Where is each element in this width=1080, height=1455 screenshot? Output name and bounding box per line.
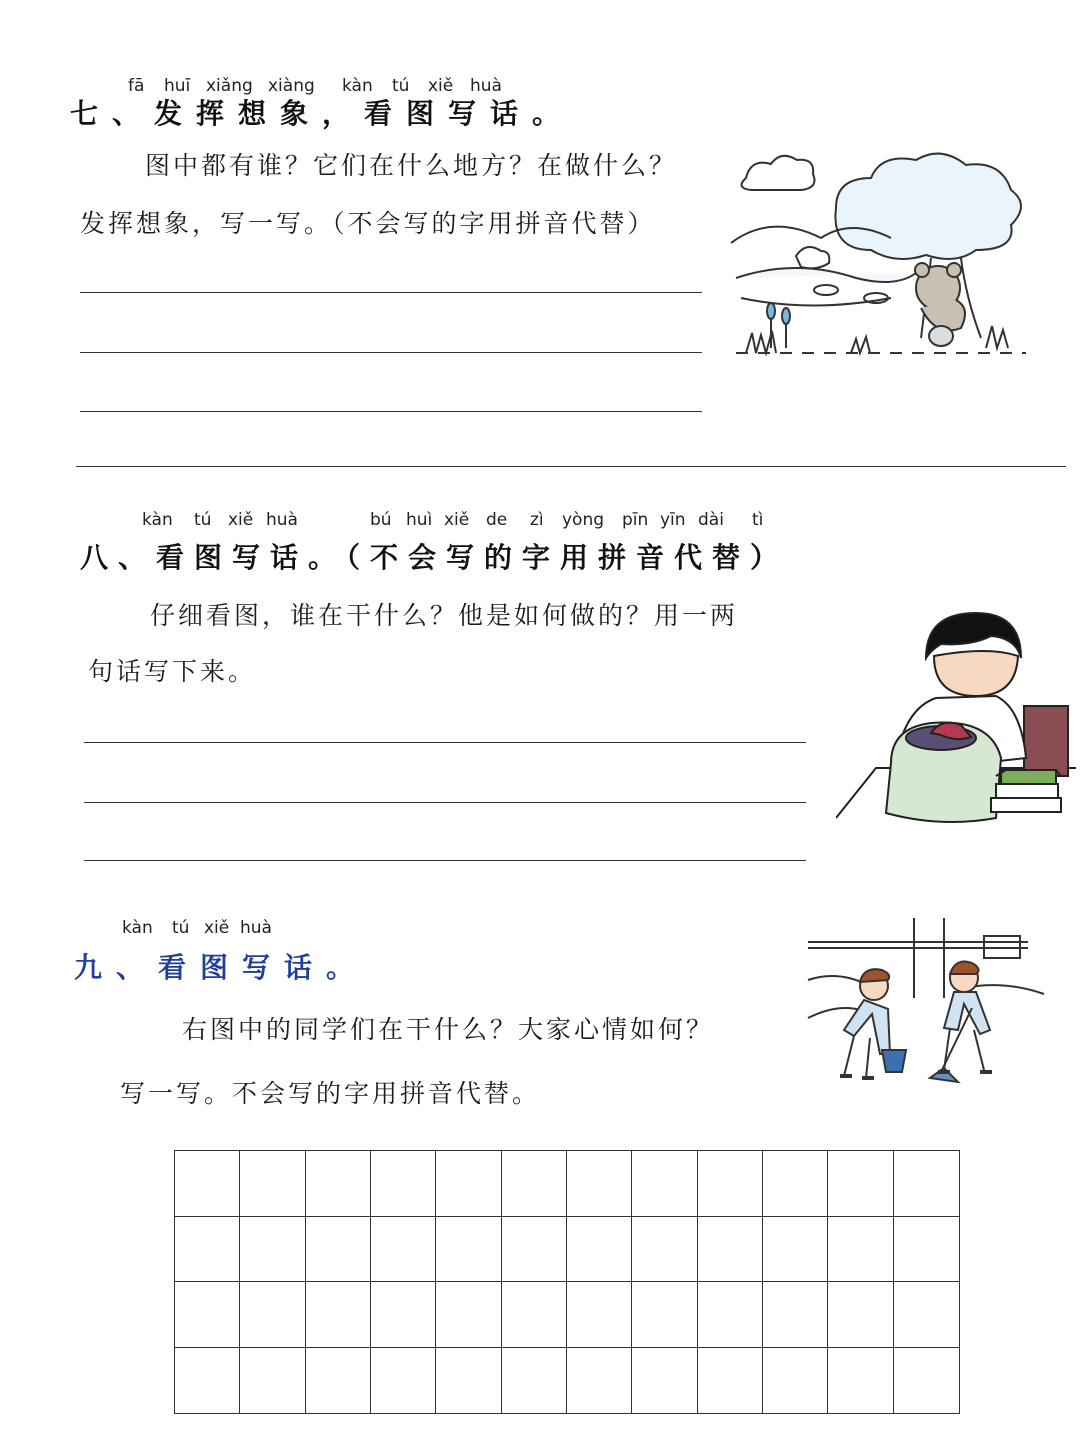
grid-cell[interactable] [828, 1282, 893, 1348]
section7-title: 七、发挥想象，看图写话。 [70, 97, 575, 130]
pinyin-syllable: huà [240, 918, 272, 938]
grid-cell[interactable] [828, 1217, 893, 1283]
section8-prompt-line2: 句话写下来。 [88, 657, 257, 686]
grid-cell[interactable] [632, 1151, 697, 1217]
pinyin-syllable: zì [530, 510, 544, 530]
grid-cell[interactable] [436, 1151, 501, 1217]
grid-cell[interactable] [240, 1151, 305, 1217]
grid-cell[interactable] [502, 1151, 567, 1217]
pinyin-syllable: tú [194, 510, 212, 530]
section9-prompt-line1: 右图中的同学们在干什么？大家心情如何？ [182, 1015, 715, 1044]
grid-cell[interactable] [371, 1217, 436, 1283]
grid-cell[interactable] [698, 1282, 763, 1348]
writing-line[interactable] [84, 860, 806, 861]
pinyin-syllable: huì [406, 510, 433, 530]
pinyin-syllable: pīn [622, 510, 649, 530]
pinyin-syllable: kàn [342, 76, 373, 96]
writing-line[interactable] [76, 466, 1066, 467]
pinyin-syllable: yòng [562, 510, 605, 530]
writing-line[interactable] [80, 411, 702, 412]
pinyin-syllable: yīn [660, 510, 686, 530]
grid-cell[interactable] [894, 1282, 959, 1348]
grid-cell[interactable] [763, 1217, 828, 1283]
section9-prompt-line2: 写一写。不会写的字用拼音代替。 [120, 1079, 541, 1108]
grid-cell[interactable] [763, 1282, 828, 1348]
pinyin-syllable: fā [128, 76, 145, 96]
grid-cell[interactable] [632, 1348, 697, 1414]
pinyin-syllable: tì [752, 510, 764, 530]
grid-cell[interactable] [436, 1217, 501, 1283]
grid-cell[interactable] [894, 1217, 959, 1283]
pinyin-syllable: xiǎng [206, 76, 253, 96]
pinyin-syllable: tú [172, 918, 190, 938]
pinyin-syllable: bú [370, 510, 392, 530]
grid-cell[interactable] [306, 1217, 371, 1283]
grid-cell[interactable] [306, 1282, 371, 1348]
pinyin-syllable: xiě [204, 918, 230, 938]
grid-cell[interactable] [894, 1151, 959, 1217]
pinyin-syllable: xiě [428, 76, 454, 96]
writing-line[interactable] [80, 352, 702, 353]
pinyin-syllable: dài [698, 510, 724, 530]
grid-cell[interactable] [436, 1282, 501, 1348]
grid-cell[interactable] [698, 1217, 763, 1283]
pinyin-syllable: xiàng [268, 76, 315, 96]
grid-cell[interactable] [502, 1282, 567, 1348]
grid-cell[interactable] [371, 1151, 436, 1217]
grid-cell[interactable] [632, 1282, 697, 1348]
grid-cell[interactable] [175, 1348, 240, 1414]
writing-line[interactable] [84, 742, 806, 743]
grid-cell[interactable] [502, 1217, 567, 1283]
grid-cell[interactable] [567, 1217, 632, 1283]
grid-cell[interactable] [306, 1151, 371, 1217]
grid-cell[interactable] [175, 1282, 240, 1348]
grid-cell[interactable] [698, 1348, 763, 1414]
section8-pinyin [0, 510, 800, 532]
section9-pinyin [0, 918, 400, 940]
grid-cell[interactable] [894, 1348, 959, 1414]
grid-cell[interactable] [240, 1217, 305, 1283]
grid-cell[interactable] [371, 1348, 436, 1414]
writing-line[interactable] [80, 292, 702, 293]
grid-cell[interactable] [828, 1348, 893, 1414]
pinyin-syllable: huī [164, 76, 191, 96]
section8-title: 八、看图写话。（不会写的字用拼音代替） [80, 541, 789, 574]
grid-cell[interactable] [763, 1348, 828, 1414]
grid-cell[interactable] [828, 1151, 893, 1217]
grid-cell[interactable] [567, 1282, 632, 1348]
pinyin-syllable: huà [470, 76, 502, 96]
scene3-students-sweeping-illustration [804, 918, 1048, 1090]
grid-cell[interactable] [175, 1151, 240, 1217]
grid-cell[interactable] [240, 1282, 305, 1348]
grid-cell[interactable] [698, 1151, 763, 1217]
writing-grid[interactable] [174, 1150, 960, 1414]
grid-cell[interactable] [567, 1348, 632, 1414]
grid-cell[interactable] [175, 1217, 240, 1283]
pinyin-syllable: xiě [444, 510, 470, 530]
section7-prompt-line2: 发挥想象，写一写。（不会写的字用拼音代替） [80, 209, 656, 238]
pinyin-syllable: tú [392, 76, 410, 96]
pinyin-syllable: de [486, 510, 508, 530]
grid-cell[interactable] [240, 1348, 305, 1414]
section7-prompt-line1: 图中都有谁？它们在什么地方？在做什么？ [145, 151, 678, 180]
pinyin-syllable: huà [266, 510, 298, 530]
grid-cell[interactable] [306, 1348, 371, 1414]
scene1-bear-tree-illustration [726, 148, 1036, 368]
pinyin-syllable: xiě [228, 510, 254, 530]
scene2-boy-schoolbag-illustration [836, 598, 1076, 848]
writing-line[interactable] [84, 802, 806, 803]
grid-cell[interactable] [371, 1282, 436, 1348]
grid-cell[interactable] [763, 1151, 828, 1217]
grid-cell[interactable] [632, 1217, 697, 1283]
pinyin-syllable: kàn [142, 510, 173, 530]
grid-cell[interactable] [436, 1348, 501, 1414]
section8-prompt-line1: 仔细看图，谁在干什么？他是如何做的？用一两 [150, 601, 739, 630]
grid-cell[interactable] [567, 1151, 632, 1217]
grid-cell[interactable] [502, 1348, 567, 1414]
section9-title: 九、看图写话。 [74, 951, 369, 984]
pinyin-syllable: kàn [122, 918, 153, 938]
